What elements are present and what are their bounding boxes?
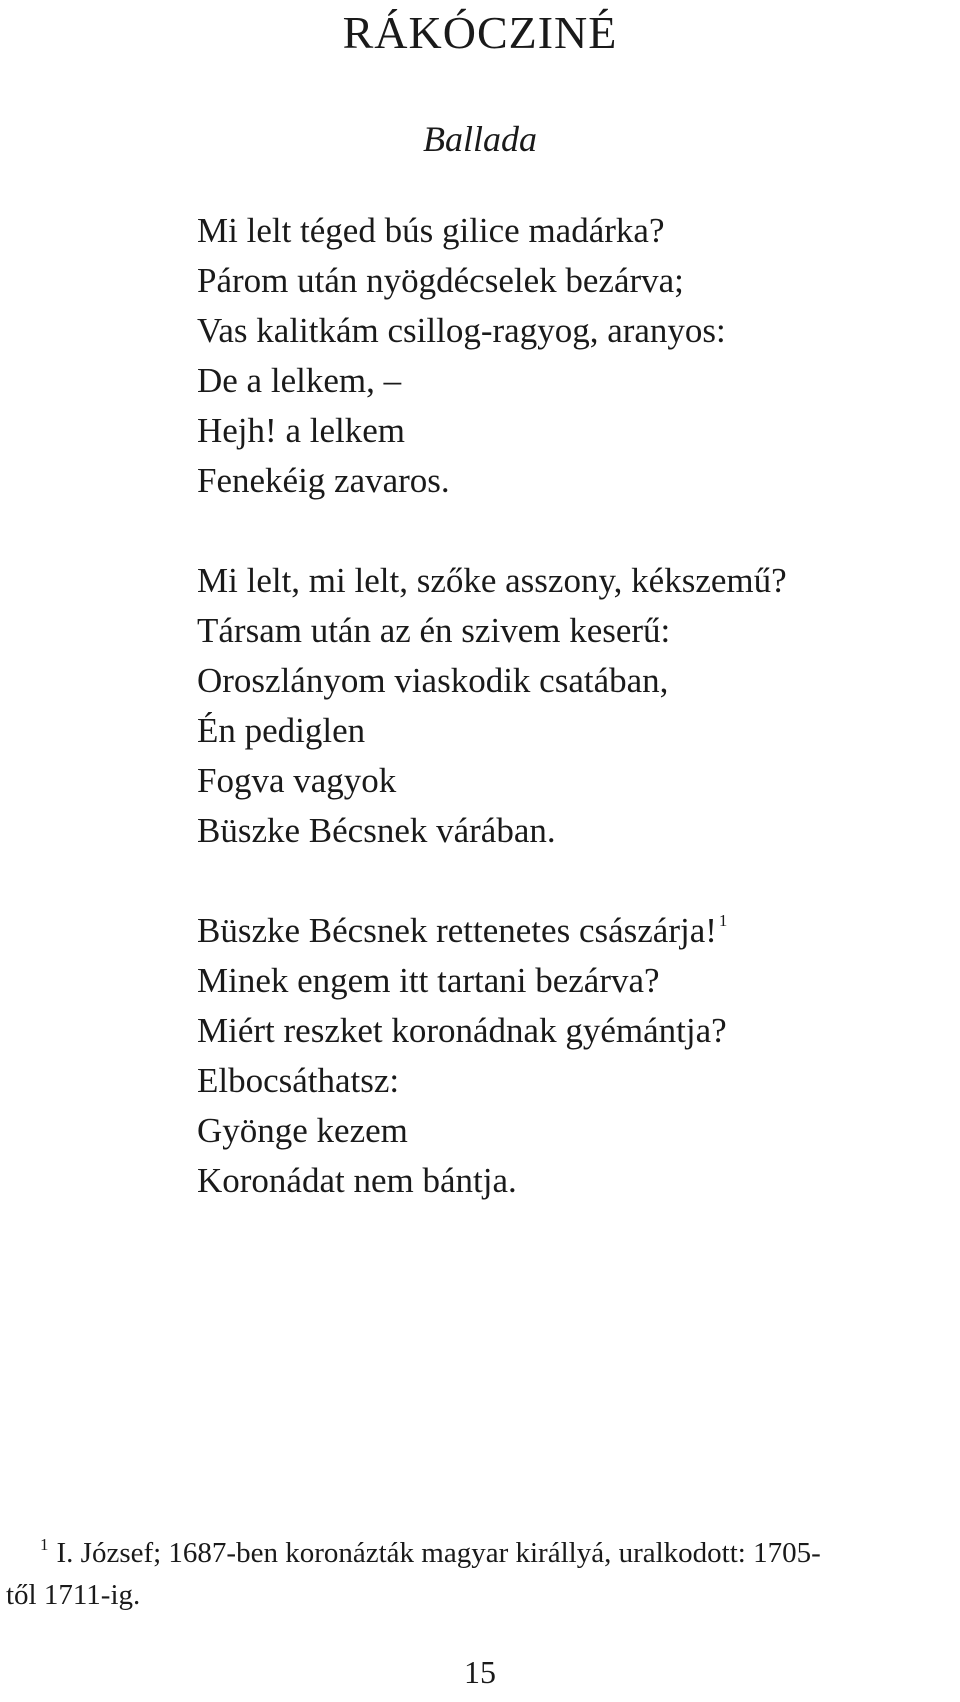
stanza-1 (197, 206, 937, 506)
poem-line: Párom után nyögdécselek bezárva; (197, 261, 684, 300)
poem-line: Hejh! a lelkem (197, 411, 405, 450)
footnote-line: től 1711-ig. (6, 1579, 141, 1611)
poem-line: Gyönge kezem (197, 1111, 408, 1150)
footnote-number: 1 (40, 1535, 49, 1554)
poem-line: Társam után az én szivem keserű: (197, 611, 671, 650)
poem-line: Miért reszket koronádnak gyémántja? (197, 1011, 727, 1050)
poem-line: Mi lelt, mi lelt, szőke asszony, kékszemű? (197, 561, 787, 600)
poem-line: Vas kalitkám csillog-ragyog, aranyos: (197, 311, 726, 350)
poem-line: Büszke Bécsnek várában. (197, 811, 556, 850)
poem-line-text: Büszke Bécsnek rettenetes császárja! (197, 911, 717, 950)
poem-line: Elbocsáthatsz: (197, 1061, 400, 1100)
poem-title: RÁKÓCZINÉ (342, 7, 618, 58)
footnote-line (6, 1532, 956, 1574)
poem-line: De a lelkem, – (197, 361, 402, 400)
poem-subtitle: Ballada (423, 119, 537, 159)
footnote-text: I. József; 1687-ben koronázták magyar királlyá, uralkodott: 1705- (56, 1537, 821, 1569)
poem-line: Koronádat nem bántja. (197, 1161, 517, 1200)
poem-line: Mi lelt téged bús gilice madárka? (197, 211, 665, 250)
poem-line-with-footnote (197, 906, 937, 956)
poem-body (197, 206, 937, 1256)
poem-line: Fogva vagyok (197, 761, 397, 800)
poem-line: Én pediglen (197, 711, 366, 750)
poem-line: Oroszlányom viaskodik csatában, (197, 661, 669, 700)
footnote (6, 1532, 956, 1616)
stanza-3 (197, 906, 937, 1206)
page-number: 15 (464, 1654, 496, 1690)
poem-line: Fenekéig zavaros. (197, 461, 450, 500)
footnote-reference[interactable]: 1 (718, 911, 728, 930)
poem-line: Minek engem itt tartani bezárva? (197, 961, 660, 1000)
stanza-2 (197, 556, 937, 856)
